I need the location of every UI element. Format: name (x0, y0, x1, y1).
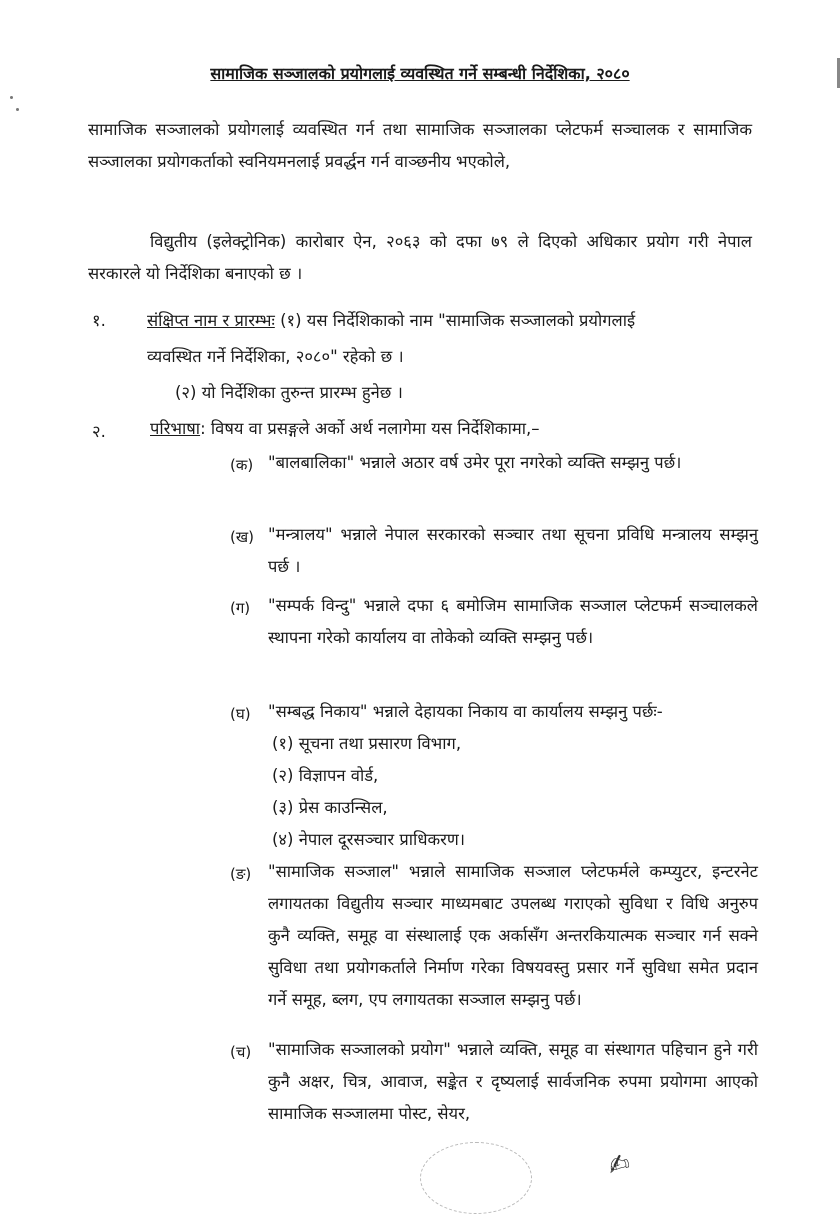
section-2-intro: : विषय वा प्रसङ्गले अर्को अर्थ नलागेमा यस निर्देशिकामा,– (200, 419, 540, 438)
preamble-paragraph-2: विद्युतीय (इलेक्ट्रोनिक) कारोबार ऐन, २०६३ को दफा ७९ ले दिएको अधिकार प्रयोग गरी नेपाल सरकारले यो निर्देशिका बनाएको छ । (88, 232, 752, 283)
section-1-number: १. (92, 311, 106, 330)
definition-label-cha: (च) (230, 1043, 252, 1061)
agency-item-1: (१) सूचना तथा प्रसारण विभाग, (272, 734, 462, 753)
definition-kha: "मन्त्रालय" भन्नाले नेपाल सरकारको सञ्चार तथा सूचना प्रविधि मन्त्रालय सम्झनु पर्छ । (268, 525, 758, 576)
definition-nga: "सामाजिक सञ्जाल" भन्नाले सामाजिक सञ्जाल प्लेटफर्मले कम्प्युटर, इन्टरनेट लगायतका विद्युतीय सञ्चार माध्यमबाट उपलब्ध गराएको सुविधा र विधि अनुरुप कुनै व्यक्ति, समूह वा संस्थालाई एक अर्कासँग अन्तरकियात्मक सञ्चार गर्न सक्ने सुविधा तथा प्रयोगकर्ताले निर्माण गरेका विषयवस्तु प्रसार गर्ने सुविधा समेत प्रदान गर्ने समूह, ब्लग, एप लगायतका सञ्जाल सम्झनु पर्छ। (268, 862, 758, 1009)
official-seal-icon (420, 1142, 532, 1214)
definition-gha: "सम्बद्ध निकाय" भन्नाले देहायका निकाय वा कार्यालय सम्झनु पर्छः- (268, 702, 663, 721)
scan-speck (10, 96, 13, 99)
agency-item-4: (४) नेपाल दूरसञ्चार प्राधिकरण। (272, 830, 466, 849)
preamble-paragraph-1: सामाजिक सञ्जालको प्रयोगलाई व्यवस्थित गर्न तथा सामाजिक सञ्जालका प्लेटफर्म सञ्चालक र सामाजिक सञ्जालका प्रयोगकर्ताको स्वनियमनलाई प्रवर्द्धन गर्न वाञ्छनीय भएकोले, (88, 120, 752, 171)
section-1-heading: संक्षिप्त नाम र प्रारम्भः (147, 311, 275, 330)
section-2-number: २. (92, 422, 106, 441)
section-1-line-1 (147, 305, 635, 337)
definition-label-ga: (ग) (230, 599, 251, 617)
definition-label-ka: (क) (230, 456, 254, 474)
section-1-text-1: (१) यस निर्देशिकाको नाम "सामाजिक सञ्जालको प्रयोगलाई (280, 311, 636, 330)
definition-cha: "सामाजिक सञ्जालको प्रयोग" भन्नाले व्यक्ति, समूह वा संस्थागत पहिचान हुने गरी कुनै अक्षर, चित्र, आवाज, सङ्केत र दृष्यलाई सार्वजनिक रुपमा प्रयोगमा आएको सामाजिक सञ्जालमा पोस्ट, सेयर, (268, 1040, 758, 1123)
agency-item-3: (३) प्रेस काउन्सिल, (272, 798, 388, 817)
section-1-line-2: व्यवस्थित गर्ने निर्देशिका, २०८०" रहेको छ । (147, 347, 404, 366)
definition-label-nga: (ङ) (230, 865, 252, 883)
section-1-subsection-2: (२) यो निर्देशिका तुरुन्त प्रारम्भ हुनेछ । (175, 383, 403, 402)
section-2-intro-line (150, 413, 540, 445)
definition-label-gha: (घ) (230, 705, 251, 723)
definition-ka: "बालबालिका" भन्नाले अठार वर्ष उमेर पूरा नगरेको व्यक्ति सम्झनु पर्छ। (268, 453, 682, 472)
definition-ga: "सम्पर्क विन्दु" भन्नाले दफा ६ बमोजिम सामाजिक सञ्जाल प्लेटफर्म सञ्चालकले स्थापना गरेको कार्यालय वा तोकेको व्यक्ति सम्झनु पर्छ। (268, 596, 758, 647)
signature-icon: ✍ (604, 1147, 634, 1183)
definition-label-kha: (ख) (230, 528, 254, 546)
section-2-heading: परिभाषा (150, 419, 201, 438)
agency-item-2: (२) विज्ञापन वोर्ड, (272, 766, 379, 785)
document-title: सामाजिक सञ्जालको प्रयोगलाई व्यवस्थित गर्ने सम्बन्धी निर्देशिका, २०८० (210, 64, 630, 83)
scan-speck (16, 108, 19, 111)
